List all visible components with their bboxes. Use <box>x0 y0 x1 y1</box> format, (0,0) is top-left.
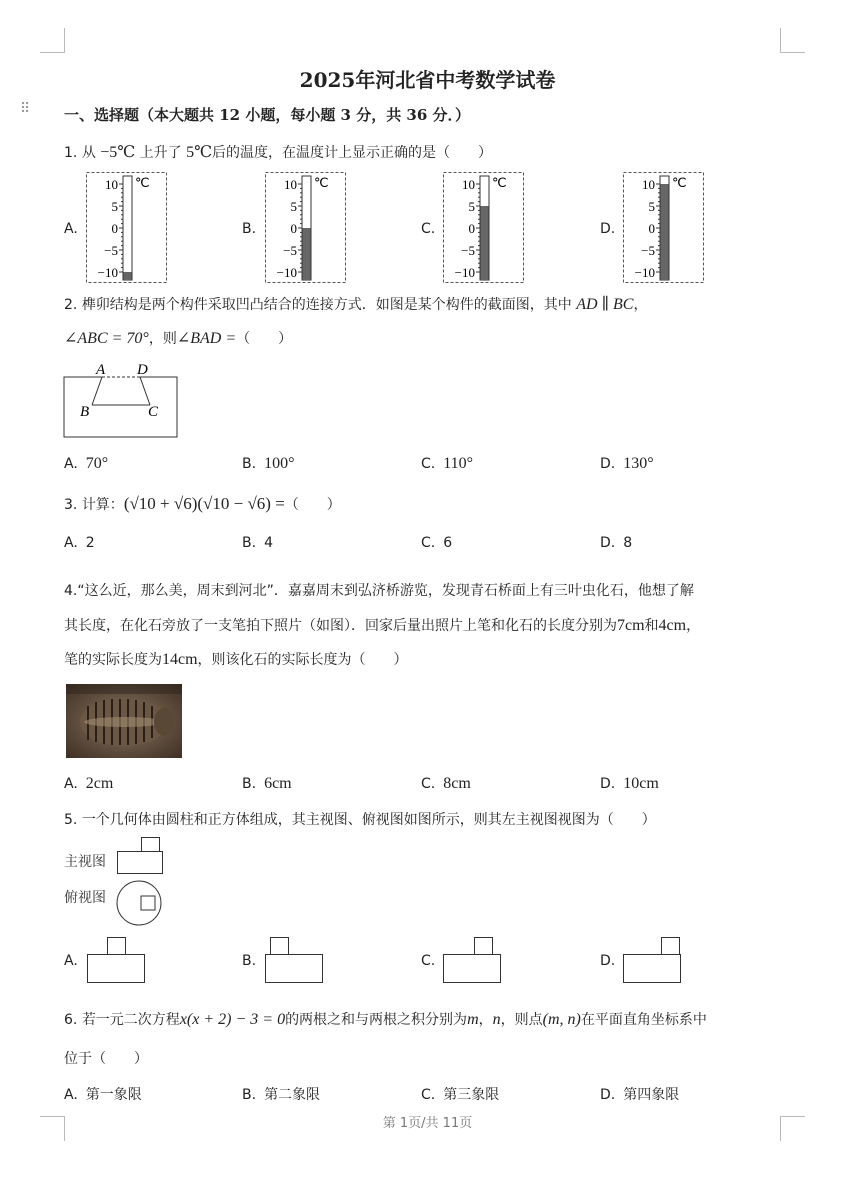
q1-tick-label: 0 <box>468 221 475 236</box>
q5-option-label[interactable]: D. <box>600 953 616 969</box>
q6-text-mid-2: ，则点 <box>500 1012 543 1028</box>
q1-tick-label: 5 <box>290 199 297 214</box>
q2-option-d[interactable] <box>600 455 654 473</box>
q3-paren: （ ） <box>284 497 341 513</box>
q2-option-value: 100° <box>264 455 295 472</box>
q5-top-view-figure <box>115 879 165 927</box>
q4-option-label: C. <box>421 776 436 792</box>
q1-tick-label: 5 <box>111 199 118 214</box>
q3-option-value: 2 <box>85 535 95 551</box>
q1-option-label[interactable]: A. <box>64 221 78 237</box>
q6-option-label: B. <box>242 1087 257 1103</box>
page-footer: 第 1页/共 11页 <box>382 1116 473 1131</box>
q2-option-value: 70° <box>85 455 109 472</box>
q6-option-value: 第三象限 <box>443 1087 500 1103</box>
page-title: 2025年河北省中考数学试卷 <box>299 68 556 92</box>
q1-tick-label: −5 <box>461 243 475 258</box>
q3-option-label: D. <box>600 535 616 551</box>
q2-option-value: 130° <box>623 455 654 472</box>
q4-value-pen-photo: 7cm <box>617 617 645 634</box>
q5-base-rect <box>87 954 145 983</box>
q4-option-label: A. <box>64 776 78 792</box>
q2-option-label: C. <box>421 456 436 472</box>
q1-thermometer-a[interactable] <box>86 172 167 283</box>
question-2-line-2 <box>64 328 292 348</box>
q1-tick-label: −10 <box>276 265 297 280</box>
q4-fossil-photo <box>66 684 182 758</box>
q3-option-label: A. <box>64 535 78 551</box>
q4-option-a[interactable] <box>64 775 113 793</box>
q2-option-a[interactable] <box>64 455 108 473</box>
q1-tick-label: 10 <box>284 177 297 192</box>
q4-option-label: B. <box>242 776 257 792</box>
q4-text-comma: ， <box>686 618 701 634</box>
q1-tick-label: 0 <box>290 221 297 236</box>
q1-unit: ℃ <box>314 175 329 190</box>
q4-option-c[interactable] <box>421 775 471 793</box>
q1-thermometer-liquid <box>481 206 489 280</box>
q1-thermometer-liquid <box>661 184 669 280</box>
q5-option-label[interactable]: C. <box>421 953 436 969</box>
q2-comma: ， <box>633 297 648 313</box>
q1-tick-label: −5 <box>283 243 297 258</box>
q1-text-post: 后的温度，在温度计上显示正确的是（ ） <box>212 145 492 161</box>
q1-option-label[interactable]: B. <box>242 221 257 237</box>
q1-value-2: 5℃ <box>186 144 212 161</box>
q5-option-figure-a[interactable] <box>87 937 147 985</box>
q5-base-rect <box>443 954 501 983</box>
q3-option-a[interactable] <box>64 535 95 551</box>
q3-expression: (√10 + √6)(√10 − √6) = <box>123 494 285 513</box>
q1-unit: ℃ <box>492 175 507 190</box>
q4-text-line-2: 其长度，在化石旁放了一支笔拍下照片（如图）．回家后量出照片上笔和化石的长度分别为 <box>64 618 617 634</box>
q2-option-b[interactable] <box>242 455 294 473</box>
q4-number: 4. <box>64 583 78 599</box>
q6-sep: ， <box>478 1012 493 1028</box>
q1-thermometer-tube <box>123 176 132 280</box>
q6-option-label: A. <box>64 1087 78 1103</box>
q1-tick-label: −10 <box>454 265 475 280</box>
q6-option-c[interactable] <box>421 1084 499 1104</box>
q5-option-figure-c[interactable] <box>443 937 503 985</box>
q3-option-d[interactable] <box>600 535 632 551</box>
q4-option-b[interactable] <box>242 775 292 793</box>
q5-number: 5. <box>64 812 78 828</box>
q3-text-pre: 计算： <box>81 497 124 513</box>
q6-option-value: 第四象限 <box>623 1087 680 1103</box>
q1-tick-label: 5 <box>648 199 655 214</box>
q1-tick-label: −5 <box>104 243 118 258</box>
q2-point-c: C <box>148 404 159 420</box>
q2-option-value: 110° <box>443 455 474 472</box>
q1-text-mid: 上升了 <box>139 145 182 161</box>
q5-option-figure-d[interactable] <box>623 937 683 985</box>
q1-tick-label: −10 <box>634 265 655 280</box>
q2-option-label: D. <box>600 456 616 472</box>
q3-option-value: 6 <box>443 535 453 551</box>
q2-condition-2: ∠ABC = 70° <box>64 330 149 347</box>
q5-text: 一个几何体由圆柱和正方体组成，其主视图、俯视图如图所示，则其左主视图视图为（ ） <box>81 812 656 828</box>
q1-unit: ℃ <box>135 175 150 190</box>
question-6-line-1 <box>64 1009 707 1029</box>
q4-text-line-3a: 笔的实际长度为 <box>64 652 162 668</box>
q2-text-then: ，则 <box>148 331 177 347</box>
q4-option-value: 8cm <box>443 775 471 792</box>
question-3 <box>64 494 341 514</box>
q2-option-label: A. <box>64 456 78 472</box>
q3-number: 3. <box>64 497 78 513</box>
q5-base-rect <box>623 954 681 983</box>
q2-point-a: A <box>96 362 106 378</box>
q3-option-label: B. <box>242 535 257 551</box>
question-4-line-2 <box>64 615 700 635</box>
question-2-line-1 <box>64 294 647 314</box>
q1-text-pre: 从 <box>81 145 96 161</box>
q1-tick-label: −5 <box>641 243 655 258</box>
q1-tick-label: 10 <box>105 177 118 192</box>
q6-option-value: 第二象限 <box>264 1087 321 1103</box>
q6-option-b[interactable] <box>242 1084 320 1104</box>
q1-tick-label: 0 <box>648 221 655 236</box>
q2-number: 2. <box>64 297 78 313</box>
q2-text-line-1: 榫卯结构是两个构件采取凹凸结合的连接方式．如图是某个构件的截面图，其中 <box>81 297 572 313</box>
q4-value-fossil-photo: 4cm <box>658 617 687 634</box>
q1-thermometer-liquid <box>124 272 132 280</box>
q1-option-label[interactable]: C. <box>421 221 436 237</box>
q5-front-view-label: 主视图 <box>64 854 106 870</box>
q4-option-value: 10cm <box>623 775 659 792</box>
q1-option-label[interactable]: D. <box>600 221 616 237</box>
q1-tick-label: 5 <box>468 199 475 214</box>
question-1 <box>64 142 492 162</box>
q2-point-d: D <box>137 362 148 378</box>
q5-option-figure-b[interactable] <box>265 937 325 985</box>
q3-option-value: 8 <box>623 535 633 551</box>
q4-text-line-3b: ，则该化石的实际长度为（ ） <box>197 652 408 668</box>
drag-handle-icon[interactable]: ⠿ <box>20 101 31 117</box>
question-4-line-1 <box>64 580 694 600</box>
q6-number: 6. <box>64 1012 78 1028</box>
q4-text-and: 和 <box>644 618 659 634</box>
q4-option-value: 2cm <box>85 775 114 792</box>
q2-trapezoid-figure <box>62 360 182 440</box>
question-4-line-3 <box>64 649 408 669</box>
crop-mark-top-left <box>40 28 65 53</box>
question-6-line-2: 位于（ ） <box>64 1051 148 1067</box>
question-5 <box>64 809 656 829</box>
q6-text-mid: 的两根之和与两根之积分别为 <box>285 1012 468 1028</box>
q2-point-b: B <box>80 404 90 420</box>
q4-option-value: 6cm <box>264 775 292 792</box>
q6-option-label: C. <box>421 1087 436 1103</box>
q6-point: (m, n) <box>542 1011 581 1028</box>
q2-option-label: B. <box>242 456 257 472</box>
q3-option-value: 4 <box>264 535 273 551</box>
q2-ask: ∠BAD = <box>176 330 237 347</box>
q6-option-label: D. <box>600 1087 616 1103</box>
q1-value-1: −5℃ <box>100 144 136 161</box>
q6-m: m <box>467 1011 479 1028</box>
q1-thermometer-d[interactable] <box>623 172 704 283</box>
q5-option-label[interactable]: A. <box>64 953 78 969</box>
q3-option-c[interactable] <box>421 535 452 551</box>
q3-option-label: C. <box>421 535 436 551</box>
q1-unit: ℃ <box>672 175 687 190</box>
q1-thermometer-c[interactable] <box>443 172 524 283</box>
q6-option-value: 第一象限 <box>85 1087 142 1103</box>
q1-thermometer-b[interactable] <box>265 172 346 283</box>
section-heading: 一、选择题（本大题共 12 小题，每小题 3 分，共 36 分．） <box>64 106 471 124</box>
q1-thermometer-liquid <box>303 228 311 280</box>
q6-text-post: 在平面直角坐标系中 <box>580 1012 707 1028</box>
q6-option-d[interactable] <box>600 1084 679 1104</box>
q6-option-a[interactable] <box>64 1084 142 1104</box>
q4-option-label: D. <box>600 776 616 792</box>
q6-n: n <box>492 1011 501 1028</box>
q6-text-pre: 若一元二次方程 <box>81 1012 180 1028</box>
q4-value-pen-actual: 14cm <box>162 651 198 668</box>
q4-text-line-1: “这么近，那么美，周末到河北”．嘉嘉周末到弘济桥游览，发现青石桥面上有三叶虫化石，他想了解 <box>77 583 694 599</box>
q5-top-view-label: 俯视图 <box>64 890 106 906</box>
q5-base-rect <box>265 954 323 983</box>
q1-tick-label: 0 <box>111 221 118 236</box>
q5-option-label[interactable]: B. <box>242 953 257 969</box>
q1-tick-label: 10 <box>642 177 655 192</box>
q2-paren: （ ） <box>236 331 293 347</box>
q1-tick-label: 10 <box>462 177 475 192</box>
q1-number: 1. <box>64 145 78 161</box>
q4-option-d[interactable] <box>600 775 659 793</box>
q1-tick-label: −10 <box>97 265 118 280</box>
q2-option-c[interactable] <box>421 455 473 473</box>
q6-equation: x(x + 2) − 3 = 0 <box>179 1011 286 1028</box>
crop-mark-top-right <box>780 28 805 53</box>
q3-option-b[interactable] <box>242 535 273 551</box>
q2-condition-1: AD ∥ BC <box>576 296 634 313</box>
